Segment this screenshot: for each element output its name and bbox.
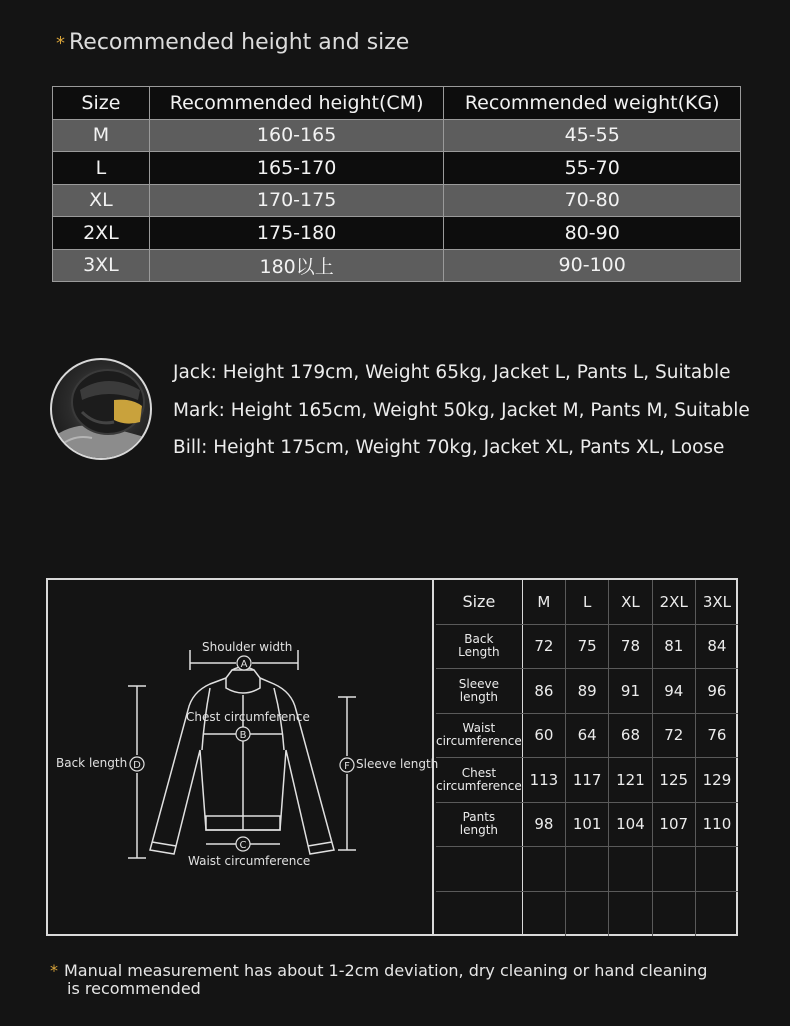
table-cell: 60 bbox=[522, 713, 565, 758]
table-row bbox=[436, 802, 738, 847]
table-cell: 75 bbox=[566, 624, 609, 669]
table-row bbox=[53, 184, 741, 217]
table-row bbox=[53, 249, 741, 282]
table-row bbox=[436, 624, 738, 669]
header-xl: XL bbox=[609, 580, 652, 624]
example-bill: Bill: Height 175cm, Weight 70kg, Jacket XL, Pants XL, Loose bbox=[173, 437, 725, 458]
table-row bbox=[53, 152, 741, 185]
row-label: Back Length bbox=[436, 624, 522, 669]
label-chest-circumference: Chest circumference bbox=[186, 710, 310, 724]
table-header-row bbox=[53, 87, 741, 120]
table-row bbox=[53, 217, 741, 250]
table-cell: 117 bbox=[566, 758, 609, 803]
footnote bbox=[50, 962, 707, 998]
cell-weight: 70-80 bbox=[444, 184, 741, 217]
header-2xl: 2XL bbox=[652, 580, 695, 624]
jacket-diagram bbox=[48, 580, 439, 934]
size-recommendation-table bbox=[52, 86, 741, 282]
table-cell: 96 bbox=[695, 669, 738, 714]
table-cell: 110 bbox=[695, 802, 738, 847]
cell-height: 165-170 bbox=[149, 152, 444, 185]
cell-height: 175-180 bbox=[149, 217, 444, 250]
row-label: Chest circumference bbox=[436, 758, 522, 803]
cell-weight: 80-90 bbox=[444, 217, 741, 250]
marker-c: C bbox=[239, 840, 247, 851]
table-cell: 72 bbox=[522, 624, 565, 669]
header-size: Size bbox=[436, 580, 522, 624]
table-header-row bbox=[436, 580, 738, 624]
empty-row bbox=[436, 847, 738, 892]
marker-a: A bbox=[240, 659, 248, 670]
table-cell: 68 bbox=[609, 713, 652, 758]
label-shoulder-width: Shoulder width bbox=[202, 640, 293, 654]
header-m: M bbox=[522, 580, 565, 624]
cell-height: 180以上 bbox=[149, 249, 444, 282]
table-cell: 64 bbox=[566, 713, 609, 758]
row-label: Sleeve length bbox=[436, 669, 522, 714]
cell-weight: 55-70 bbox=[444, 152, 741, 185]
model-avatar bbox=[50, 358, 152, 460]
measurement-panel bbox=[46, 578, 738, 936]
header-size: Size bbox=[53, 87, 150, 120]
table-cell: 78 bbox=[609, 624, 652, 669]
header-height: Recommended height(CM) bbox=[149, 87, 444, 120]
table-cell: 113 bbox=[522, 758, 565, 803]
cell-size: M bbox=[53, 119, 150, 152]
table-cell: 104 bbox=[609, 802, 652, 847]
header-l: L bbox=[566, 580, 609, 624]
cell-size: 3XL bbox=[53, 249, 150, 282]
star-icon: * bbox=[56, 33, 65, 54]
table-row bbox=[436, 713, 738, 758]
table-cell: 72 bbox=[652, 713, 695, 758]
cell-height: 170-175 bbox=[149, 184, 444, 217]
cell-size: L bbox=[53, 152, 150, 185]
cell-height: 160-165 bbox=[149, 119, 444, 152]
table-cell: 81 bbox=[652, 624, 695, 669]
table-row bbox=[436, 758, 738, 803]
label-back-length: Back length bbox=[56, 756, 128, 770]
marker-d: D bbox=[133, 760, 141, 771]
table-cell: 91 bbox=[609, 669, 652, 714]
example-mark: Mark: Height 165cm, Weight 50kg, Jacket M, Pants M, Suitable bbox=[173, 399, 750, 421]
cell-weight: 90-100 bbox=[444, 249, 741, 282]
helmet-rider-icon bbox=[52, 360, 152, 460]
example-jack: Jack: Height 179cm, Weight 65kg, Jacket L, Pants L, Suitable bbox=[173, 362, 731, 383]
table-cell: 84 bbox=[695, 624, 738, 669]
table-cell: 89 bbox=[566, 669, 609, 714]
label-waist-circumference: Waist circumference bbox=[188, 854, 311, 868]
star-icon: * bbox=[50, 961, 58, 980]
marker-f: F bbox=[344, 761, 350, 772]
label-sleeve-length: Sleeve length bbox=[356, 757, 439, 771]
table-cell: 101 bbox=[566, 802, 609, 847]
table-cell: 125 bbox=[652, 758, 695, 803]
table-cell: 121 bbox=[609, 758, 652, 803]
table-row bbox=[436, 669, 738, 714]
row-label: Pants length bbox=[436, 802, 522, 847]
row-label: Waist circumference bbox=[436, 713, 522, 758]
table-row bbox=[53, 119, 741, 152]
footnote-line-1: Manual measurement has about 1-2cm deviation, dry cleaning or hand cleaning bbox=[64, 961, 708, 980]
table-cell: 86 bbox=[522, 669, 565, 714]
cell-size: 2XL bbox=[53, 217, 150, 250]
table-cell: 94 bbox=[652, 669, 695, 714]
measurement-table bbox=[436, 580, 738, 936]
table-cell: 98 bbox=[522, 802, 565, 847]
fit-examples bbox=[173, 360, 750, 473]
footnote-line-2: is recommended bbox=[67, 979, 201, 998]
marker-b: B bbox=[239, 730, 247, 741]
empty-row bbox=[436, 891, 738, 936]
section-title-text: Recommended height and size bbox=[69, 30, 410, 55]
section-title bbox=[56, 30, 409, 55]
header-3xl: 3XL bbox=[695, 580, 738, 624]
table-cell: 76 bbox=[695, 713, 738, 758]
header-weight: Recommended weight(KG) bbox=[444, 87, 741, 120]
table-cell: 129 bbox=[695, 758, 738, 803]
cell-size: XL bbox=[53, 184, 150, 217]
table-cell: 107 bbox=[652, 802, 695, 847]
cell-weight: 45-55 bbox=[444, 119, 741, 152]
